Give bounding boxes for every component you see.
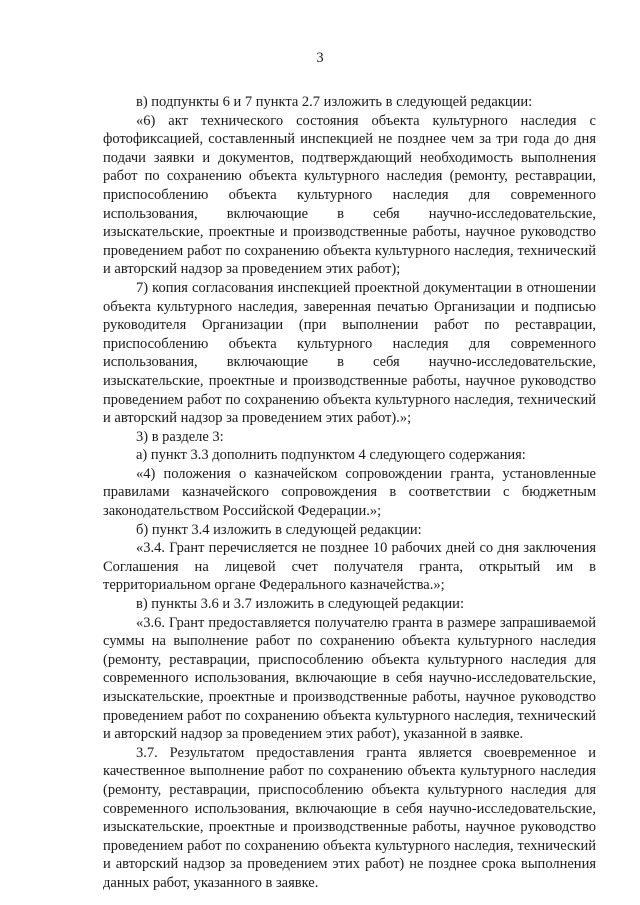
paragraph-subitem-6: «6) акт технического состояния объекта культурного наследия с фотофиксацией, составленный инспекцией не позднее чем за три года до дня подачи заявки и документов, подтверждающий необходимость выполнения работ по сохранению объекта культурного наследия (ремонту, реставрации, приспособлению объекта культурного наследия для современного использования, включающие в себя научно-исследовательские, изыскательские, проектные и производственные работы, научное руководство проведением работ по сохранению объекта культурного наследия, технический и авторский надзор за проведением этих работ); [103, 112, 596, 278]
paragraph-clause-3-4: «3.4. Грант перечисляется не позднее 10 рабочих дней со дня заключения Соглашения на лицевой счет получателя гранта, открытый им в территориальном органе Федерального казначейства.»; [103, 540, 596, 594]
paragraph-amend-3-6-3-7: в) пункты 3.6 и 3.7 изложить в следующей редакции: [136, 596, 464, 613]
paragraph-amend-3-3: а) пункт 3.3 дополнить подпунктом 4 следующего содержания: [136, 447, 526, 464]
document-body [103, 93, 596, 893]
paragraph-subitem-7: 7) копия согласования инспекцией проектной документации в отношении объекта культурного наследия, заверенная печатью Организации и подписью руководителя Организации (при выполнении работ по реставрации, приспособлению объекта культурного наследия для современного использования, включающие в себя научно-исследовательские, изыскательские, проектные и производственные работы, научное руководство проведением работ по сохранению объекта культурного наследия, технический и авторский надзор за проведением этих работ).»; [103, 279, 596, 427]
paragraph-subitem-4: «4) положения о казначейском сопровождении гранта, установленные правилами казначейского сопровождения в соответствии с бюджетным законодательством Российской Федерации.»; [103, 465, 596, 520]
paragraph-section-3: 3) в разделе 3: [136, 428, 224, 445]
paragraph-amend-2-7: в) подпункты 6 и 7 пункта 2.7 изложить в следующей редакции: [136, 94, 533, 110]
paragraph-amend-3-4: б) пункт 3.4 изложить в следующей редакции: [136, 521, 422, 538]
paragraph-clause-3-6: «3.6. Грант предоставляется получателю гранта в размере запрашиваемой суммы на выполнение работ по сохранению объекта культурного наследия (ремонту, реставрации, приспособлению объекта культурного наследия для современного использования, включающие в себя научно-исследовательские, изыскательские, проектные и производственные работы, научное руководство проведением работ по сохранению объекта культурного наследия, технический и авторский надзор за проведением этих работ), указанной в заявке. [103, 614, 596, 743]
page-number: 3 [316, 50, 324, 66]
paragraph-clause-3-7: 3.7. Результатом предоставления гранта является своевременное и качественное выполнение работ по сохранению объекта культурного наследия (ремонту, реставрации, приспособлению объекта культурного наследия для современного использования, включающие в себя научно-исследовательские, изыскательские, проектные и производственные работы, научное руководство проведением работ по сохранению объекта культурного наследия, технический и авторский надзор за проведением этих работ) не позднее срока выполнения данных работ, указанного в заявке. [103, 744, 596, 891]
